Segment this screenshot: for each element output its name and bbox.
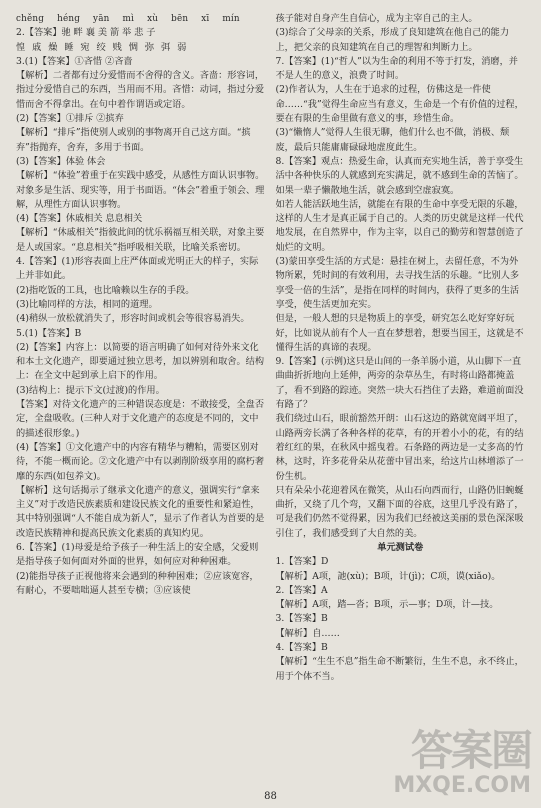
answer-paragraph: (4)【答案】休戚相关 息息相关 xyxy=(16,213,143,225)
answer-paragraph: 9.【答案】(示例)这只是山间的一条羊肠小道，从山脚下一直曲曲折折地向上延伸，两旁的杂草丛生，有时将山路都掩盖了，看不到路的踪迹。突然一块大石挡住了去路，难道前面没有路了？ xyxy=(275,356,524,411)
answer-paragraph: 7.【答案】(1)“哲人”以为生命的利用不等于打发，消磨，并不是人生的意义，浪费了时间。 xyxy=(275,55,518,82)
answer-paragraph: 2.【答案】A xyxy=(275,584,328,596)
answer-paragraph: 但是，一般人想的只是物质上的享受，研究怎么吃好穿好玩好，比如说从前有个人一直在梦想着，想要当国王，这就是不懂得生活的真谛的表现。 xyxy=(275,313,524,353)
watermark xyxy=(393,726,531,798)
pinyin-line: chěng héng yān mì xù bēn xī mín xyxy=(16,14,240,24)
answer-paragraph: 2.【答案】驰 畔 襄 美 箭 举 悲 子 xyxy=(16,27,156,39)
watermark-logo: 答案圈 xyxy=(410,726,531,775)
answer-paragraph: (2)作者认为，人生在于追求的过程，仿佛这是一件使命……“我”觉得生命应当有意义，生命是一个有价值的过程，要在有限的生命里做有意义的事，珍惜生命。 xyxy=(275,84,524,125)
answer-paragraph: (2)能指导孩子正视他将来会遇到的种种困难；②应该宽容，有耐心，不要咄咄逼人甚至专横；③应该使 xyxy=(16,570,259,596)
answer-paragraph: (2)【答案】①排斥 ②摈弃 xyxy=(16,113,124,125)
answer-paragraph: 【解析】A项，踏—沓；B项，示—事；D项，计—技。 xyxy=(275,599,499,611)
watermark-url: MXQE.COM xyxy=(393,773,531,798)
answer-paragraph: 1.【答案】D xyxy=(275,556,329,568)
answer-paragraph: 【解析】“排斥”指使别人或别的事物离开自己这方面。“摈弃”指抛弃，舍弃，多用于书面。 xyxy=(16,127,251,153)
answer-paragraph: 【答案】对待文化遗产的三种错误态度是：不敢接受，全盘否定，全盘吸收。(三种人对于文化遗产的态度是不同的，文中的描述很形象。) xyxy=(16,399,265,439)
answer-paragraph: (2)指吃饭的工具，也比喻赖以生存的手段。 xyxy=(16,284,195,296)
answer-paragraph: 【解析】这句话揭示了继承文化遗产的意义，强调实行“拿来主义”对于改造民族素质和建设民族文化的重要性和紧迫性，其中特别强调“人不能自成为新人”，显示了作者认为首要的是改造民族精神和提高民族文化素质的真知灼见。 xyxy=(16,484,265,539)
answer-paragraph: 【解析】自…… xyxy=(275,627,340,639)
answer-paragraph: (3)比喻同样的方法，相同的道理。 xyxy=(16,298,158,310)
answer-paragraph: (4)【答案】①文化遗产中的内容有精华与糟粕，需要区别对待，不能一概而论。②文化遗产中有以剥削阶级享用的腐朽奢靡的东西(如包养文)。 xyxy=(16,441,265,482)
answer-paragraph: (4)稍纵一放松就消失了，形容时间或机会等很容易消失。 xyxy=(16,313,250,325)
answer-paragraph: 只有朵朵小花迎着风在微笑，从山石向西而行，山路仍旧蜿蜒曲折，又绕了几个弯，又翻下面的谷底，这里几乎没有路了，可是我们仍然不觉得累，因为我们已经被这美丽的景色深深吸引住了，我们感受到了大自然的美。 xyxy=(275,484,524,539)
answer-paragraph: (3)蒙田享受生活的方式是：悬挂在树上，去留任意，不为外物所累，凭时间的有效利用，去寻找生活的乐趣。“比别人多享受一倍的生活”，是指在同样的时间内，获得了更多的生活享受，使生活更加充实。 xyxy=(275,256,520,310)
answer-paragraph: 5.(1)【答案】B xyxy=(16,327,82,339)
answer-paragraph: (3)综合了父母亲的关系，形成了良知建筑在他自己的能力上，把父亲的良知建筑在自己的理智和判断力上。 xyxy=(275,27,510,53)
answer-paragraph: 3.【答案】B xyxy=(275,613,328,625)
answer-paragraph: 8.【答案】观点：热爱生命，认真而充实地生活，善于享受生活中各种快乐的人就感到充实满足，就不感到生命的苦恼了。如果一辈子懒散地生活，就会感到空虚寂寞。 xyxy=(275,155,524,196)
left-column xyxy=(16,12,266,772)
page-number: 88 xyxy=(264,791,277,802)
answer-paragraph: 【解析】“休戚相关”指彼此间的忧乐祸福互相关联，对象主要是人或国家。“息息相关”指呼吸相关联，比喻关系密切。 xyxy=(16,227,265,253)
answer-paragraph: 【解析】A项，訑(xù)；B项，计(jì)；C项，谟(xiǎo)。 xyxy=(275,570,501,582)
answer-paragraph: 我们绕过山石，眼前豁然开朗：山石这边的路就宽阔平坦了，山路两旁长满了各种各样的花草，有的开着小小的花，有的结着红红的果，在秋风中摇曳着。石条路的两边是一丈多高的竹林，这时，许多花骨朵从花蕾中冒出来，给这片山林增添了一份生机。 xyxy=(275,413,524,482)
answer-paragraph: 如若人能活跃地生活，就能在有限的生命中享受无限的乐趣，这样的人生才是真正属于自己的。人类的历史就是这样一代代地发展，在自然界中，作为主宰，以自己的勤劳和智慧创造了灿烂的文明。 xyxy=(275,198,524,253)
answer-paragraph: (2)【答案】内容上：以简要的语言明确了如何对待外来文化和本土文化遗产，即要通过独立思考，加以辨别和取舍。结构上：在全文中起到承上启下的作用。 xyxy=(16,341,265,382)
answer-paragraph: 【解析】“生生不息”指生命不断繁衍，生生不息，永不终止，用于个体不当。 xyxy=(275,656,524,682)
section-title: 单元测试卷 xyxy=(377,541,424,553)
answer-paragraph: (3)结构上：提示下文(过渡)的作用。 xyxy=(16,384,165,396)
answer-paragraph: 4.【答案】B xyxy=(275,642,328,654)
answer-paragraph: (3)【答案】体验 体会 xyxy=(16,155,106,167)
answer-paragraph: 【解析】二者都有过分爱惜而不舍得的含义。吝啬：形容词，指过分爱惜自己的东西，当用而不用。吝惜：动词，指过分爱惜而舍不得拿出。在句中着作谓语或定语。 xyxy=(16,70,265,110)
answer-paragraph: 3.(1)【答案】①吝惜 ②吝啬 xyxy=(16,55,133,67)
answer-paragraph: 4.【答案】(1)形容表面上庄严体面或光明正大的样子，实际上并非如此。 xyxy=(16,256,259,282)
answer-paragraph: (3)“懒惰人”觉得人生很无聊，他们什么也不做，消极、颓废，最后只能庸庸碌碌地虚度此生。 xyxy=(275,127,510,153)
right-column xyxy=(276,12,526,772)
hanzi-line: 惶 戚 燥 睡 宛 绞 贱 惆 弥 弭 弱 xyxy=(16,41,189,53)
answer-paragraph: 孩子能对自身产生自信心，成为主宰自己的主人。 xyxy=(275,13,478,24)
answer-paragraph: 6.【答案】(1)母爱是给予孩子一种生活上的安全感，父爱则是指导孩子如何面对外面的世界，如何应对种种困难。 xyxy=(16,541,259,568)
answer-paragraph: 【解析】“体验”着重于在实践中感受，从感性方面认识事物。对象多是生活、现实等，用于书面语。“体会”着重于领会、理解，从理性方面认识事物。 xyxy=(16,170,265,210)
